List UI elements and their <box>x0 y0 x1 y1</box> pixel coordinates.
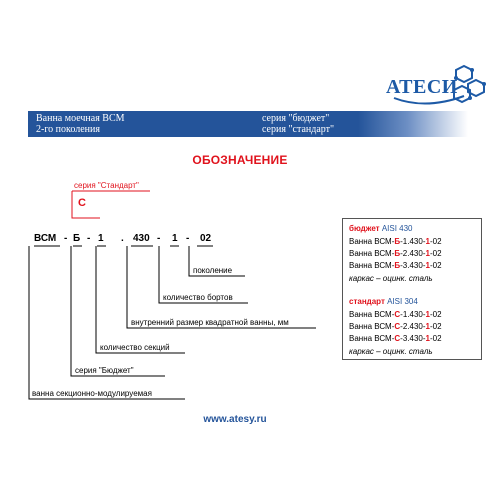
legend-budget-series: серия "Бюджет" <box>75 366 134 375</box>
legend-modular: ванна секционно-модулируемая <box>32 389 152 398</box>
models-info-box <box>342 218 482 360</box>
code-separator: - <box>186 233 190 244</box>
series-standard-label: серия "Стандарт" <box>74 181 139 190</box>
standard-model-3: Ванна ВСМ-С-3.430-1-02 <box>349 334 442 343</box>
page-title: ОБОЗНАЧЕНИЕ <box>192 153 288 167</box>
code-sides: 1 <box>172 233 178 244</box>
code-separator: . <box>121 233 124 244</box>
code-series: Б <box>73 233 81 244</box>
budget-model-1: Ванна ВСМ-Б-1.430-1-02 <box>349 237 442 246</box>
legend-generation: поколение <box>193 266 233 275</box>
series-standard-header: серия "стандарт" <box>262 124 335 135</box>
series-budget-header: серия "бюджет" <box>262 113 330 124</box>
series-standard-letter: С <box>78 197 86 209</box>
code-size: 430 <box>133 233 150 244</box>
website-link[interactable]: www.atesy.ru <box>203 414 267 425</box>
budget-heading: бюджет AISI 430 <box>349 224 413 233</box>
code-separator: - <box>87 233 91 244</box>
code-sections: 1 <box>98 233 104 244</box>
code-model: ВСМ <box>34 233 57 244</box>
standard-model-1: Ванна ВСМ-С-1.430-1-02 <box>349 310 442 319</box>
budget-model-2: Ванна ВСМ-Б-2.430-1-02 <box>349 249 442 258</box>
legend-inner-size: внутренний размер квадратной ванны, мм <box>131 318 289 327</box>
budget-model-3: Ванна ВСМ-Б-3.430-1-02 <box>349 261 442 270</box>
standard-frame-note: каркас – оцинк. сталь <box>349 347 433 356</box>
budget-frame-note: каркас – оцинк. сталь <box>349 274 433 283</box>
standard-model-2: Ванна ВСМ-С-2.430-1-02 <box>349 322 442 331</box>
logo-text: АТЕСИ <box>386 76 458 98</box>
code-separator: - <box>64 233 68 244</box>
legend-sections: количество секций <box>100 343 170 352</box>
legend-sides: количество бортов <box>163 293 233 302</box>
standard-heading: стандарт AISI 304 <box>349 297 418 306</box>
code-generation: 02 <box>200 233 212 244</box>
product-generation: 2-го поколения <box>36 124 100 135</box>
code-separator: - <box>157 233 161 244</box>
product-name: Ванна моечная ВСМ <box>36 113 125 124</box>
